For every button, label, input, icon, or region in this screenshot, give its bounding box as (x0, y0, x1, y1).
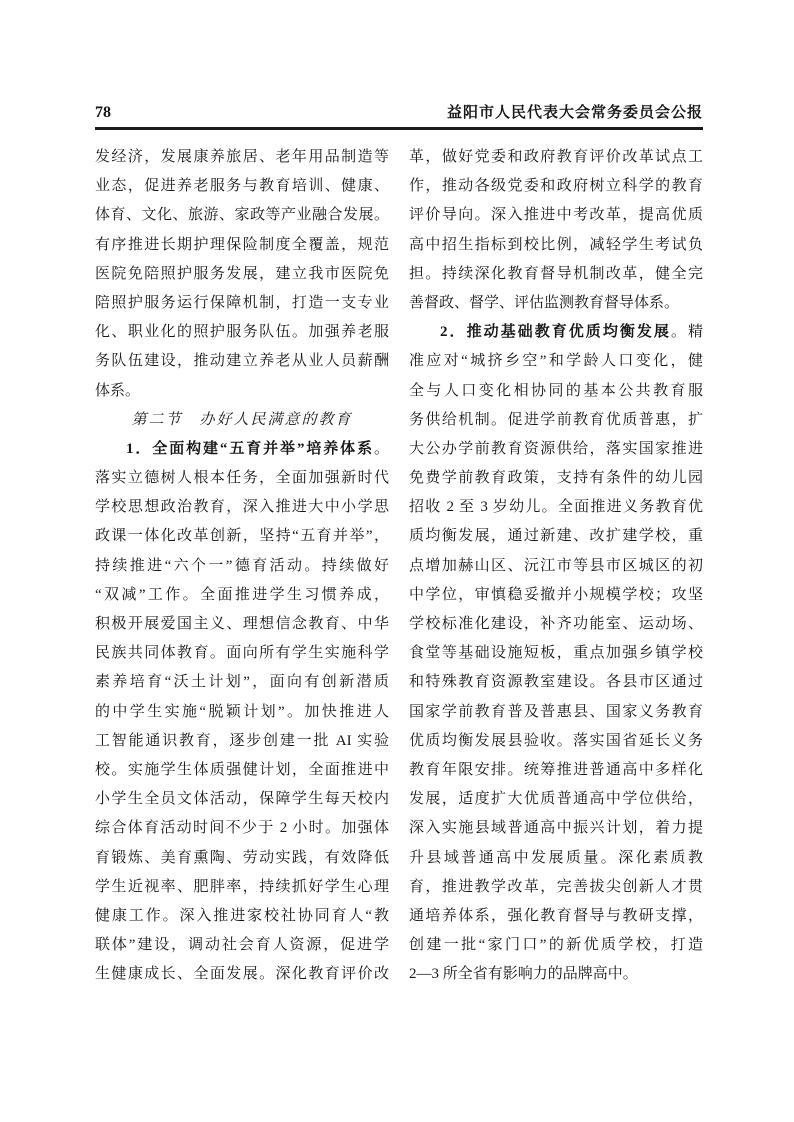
right-column (409, 143, 703, 989)
text-line (95, 902, 389, 931)
text-segment: 深入实施县域普通高中振兴计划，着力提 (409, 820, 703, 837)
text-line (409, 201, 703, 230)
text-line (409, 639, 703, 668)
text-line (95, 231, 389, 260)
text-line (95, 931, 389, 960)
text-segment: 学生近视率、肥胖率，持续抓好学生心理 (95, 878, 389, 895)
text-segment: 革，做好党委和政府教育评价改革试点工 (409, 149, 703, 165)
text-segment: 业态，促进养老服务与教育培训、健康、 (95, 178, 389, 195)
text-line (409, 493, 703, 522)
text-line (95, 756, 389, 785)
text-line (95, 172, 389, 201)
text-line (409, 581, 703, 610)
text-segment: 小学生全员文体活动，保障学生每天校内 (95, 791, 389, 808)
section-heading (95, 406, 389, 435)
text-segment: 的中学生实施“脱颖计划”。加快推进人 (95, 703, 389, 720)
text-segment: 健康工作。深入推进家校社协同育人“教 (95, 907, 389, 924)
text-segment: 学校思想政治教育，深入推进大中小学思 (95, 499, 389, 516)
text-segment: 发展，适度扩大优质普通高中学位供给， (409, 791, 703, 808)
text-line (409, 698, 703, 727)
text-line (95, 844, 389, 873)
text-segment: 育，推进教学改革，完善拔尖创新人才贯 (409, 878, 703, 895)
text-segment: 招收 2 至 3 岁幼儿。全面推进义务教育优 (409, 499, 703, 516)
text-segment: 通培养体系，强化教育督导与教研支撑， (409, 907, 703, 924)
text-segment: 务供给机制。促进学前教育优质普惠，扩 (409, 411, 703, 428)
text-line (409, 435, 703, 464)
text-segment: 全与人口变化相协同的基本公共教育服 (409, 382, 703, 399)
left-column (95, 143, 389, 989)
text-line (409, 960, 703, 989)
text-line (409, 931, 703, 960)
text-line (409, 347, 703, 376)
text-segment: 素养培育“沃土计划”，面向有创新潜质 (95, 674, 389, 691)
text-segment: 质均衡发展，通过新建、改扩建学校，重 (409, 528, 703, 545)
text-line (409, 522, 703, 551)
text-segment: 中学位，审慎稳妥撤并小规模学校；攻坚 (409, 586, 703, 603)
page-header (95, 104, 703, 130)
content-columns (95, 143, 703, 989)
text-line (409, 406, 703, 435)
text-line (95, 289, 389, 318)
text-line (409, 902, 703, 931)
text-segment: 大公办学前教育资源供给，落实国家推进 (409, 440, 703, 457)
text-segment: 化、职业化的照护服务队伍。加强养老服 (95, 324, 389, 341)
text-segment: 陪照护服务运行保障机制，打造一支专业 (95, 294, 389, 311)
text-segment: 作，推动各级党委和政府树立科学的教育 (409, 178, 703, 195)
text-segment: 国家学前教育普及普惠县、国家义务教育 (409, 703, 703, 720)
text-line (95, 727, 389, 756)
gazette-title: 益阳市人民代表大会常务委员会公报 (446, 105, 703, 121)
text-line (95, 522, 389, 551)
text-segment: 食堂等基础设施短板，重点加强乡镇学校 (409, 645, 703, 662)
text-line (409, 231, 703, 260)
text-line (409, 727, 703, 756)
text-line (409, 873, 703, 902)
text-segment: 。 (373, 440, 389, 457)
text-segment: 2—3 所全省有影响力的品牌高中。 (409, 966, 638, 983)
text-segment: 体育、文化、旅游、家政等产业融合发展。 (95, 207, 389, 224)
text-line (95, 873, 389, 902)
text-segment: 民族共同体教育。面向所有学生实施科学 (95, 645, 389, 662)
text-line (409, 377, 703, 406)
text-segment: 和特殊教育资源教室建设。各县市区通过 (409, 674, 703, 691)
text-line (95, 581, 389, 610)
text-line (409, 289, 703, 318)
text-line (409, 814, 703, 843)
text-segment: 第二节 办好人民满意的教育 (131, 411, 353, 428)
text-line (95, 143, 389, 172)
text-line (95, 377, 389, 406)
text-line (409, 172, 703, 201)
text-segment: 评价导向。深入推进中考改革，提高优质 (409, 207, 703, 224)
text-segment: 免费学前教育政策，支持有条件的幼儿园 (409, 470, 703, 487)
text-segment: 发经济，发展康养旅居、老年用品制造等 (95, 149, 389, 165)
text-segment: 工智能通识教育，逐步创建一批 AI 实验 (95, 732, 389, 749)
text-segment: 落实立德树人根本任务，全面加强新时代 (95, 470, 389, 487)
text-line (95, 347, 389, 376)
text-line (95, 698, 389, 727)
numbered-heading (95, 435, 389, 464)
bold-text-segment: 2．推动基础教育优质均衡发展 (440, 324, 671, 341)
text-segment: 综合体育活动时间不少于 2 小时。加强体 (95, 820, 389, 837)
text-segment: 联体”建设，调动社会育人资源，促进学 (95, 937, 389, 954)
text-line (95, 201, 389, 230)
text-line (95, 464, 389, 493)
text-segment: 校。实施学生体质强健计划，全面推进中 (95, 761, 389, 778)
numbered-heading (409, 318, 703, 347)
text-segment: 担。持续深化教育督导机制改革，健全完 (409, 265, 703, 282)
text-line (409, 785, 703, 814)
text-line (95, 318, 389, 347)
text-line (409, 668, 703, 697)
text-segment: 善督政、督学、评估监测教育督导体系。 (409, 294, 680, 311)
text-segment: 务队伍建设，推动建立养老从业人员薪酬 (95, 353, 389, 370)
text-segment: 持续推进“六个一”德育活动。持续做好 (95, 557, 389, 574)
text-segment: 高中招生指标到校比例，减轻学生考试负 (409, 236, 703, 253)
text-line (95, 668, 389, 697)
text-segment: “双减”工作。全面推进学生习惯养成， (95, 586, 389, 603)
text-segment: 升县域普通高中发展质量。深化素质教 (409, 849, 703, 866)
text-segment: 创建一批“家门口”的新优质学校，打造 (409, 937, 703, 954)
text-segment: 有序推进长期护理保险制度全覆盖，规范 (95, 236, 389, 253)
text-line (95, 552, 389, 581)
text-line (95, 785, 389, 814)
text-line (95, 493, 389, 522)
text-segment: 优质均衡发展县验收。落实国省延长义务 (409, 732, 703, 749)
text-line (95, 960, 389, 989)
text-line (409, 610, 703, 639)
text-segment: 学校标准化建设，补齐功能室、运动场、 (409, 616, 703, 632)
page-number: 78 (95, 104, 111, 121)
text-line (409, 552, 703, 581)
text-segment: 医院免陪照护服务发展，建立我市医院免 (95, 265, 389, 282)
text-line (409, 143, 703, 172)
text-line (95, 610, 389, 639)
bold-text-segment: 1．全面构建“五育并举”培养体系 (126, 440, 374, 457)
text-line (409, 844, 703, 873)
text-segment: 点增加赫山区、沅江市等县市区城区的初 (409, 557, 703, 574)
text-segment: 体系。 (95, 382, 141, 399)
text-segment: 生健康成长、全面发展。深化教育评价改 (95, 966, 389, 983)
text-line (409, 756, 703, 785)
text-line (95, 260, 389, 289)
text-line (95, 814, 389, 843)
text-segment: 教育年限安排。统筹推进普通高中多样化 (409, 761, 703, 778)
text-line (95, 639, 389, 668)
text-segment: 积极开展爱国主义、理想信念教育、中华 (95, 616, 389, 632)
text-line (409, 464, 703, 493)
text-segment: 育锻炼、美育熏陶、劳动实践，有效降低 (95, 849, 389, 866)
text-segment: 政课一体化改革创新，坚持“五育并举”， (95, 528, 389, 545)
text-segment: 。精 (670, 324, 703, 341)
text-segment: 准应对“城挤乡空”和学龄人口变化，健 (409, 353, 703, 370)
text-line (409, 260, 703, 289)
